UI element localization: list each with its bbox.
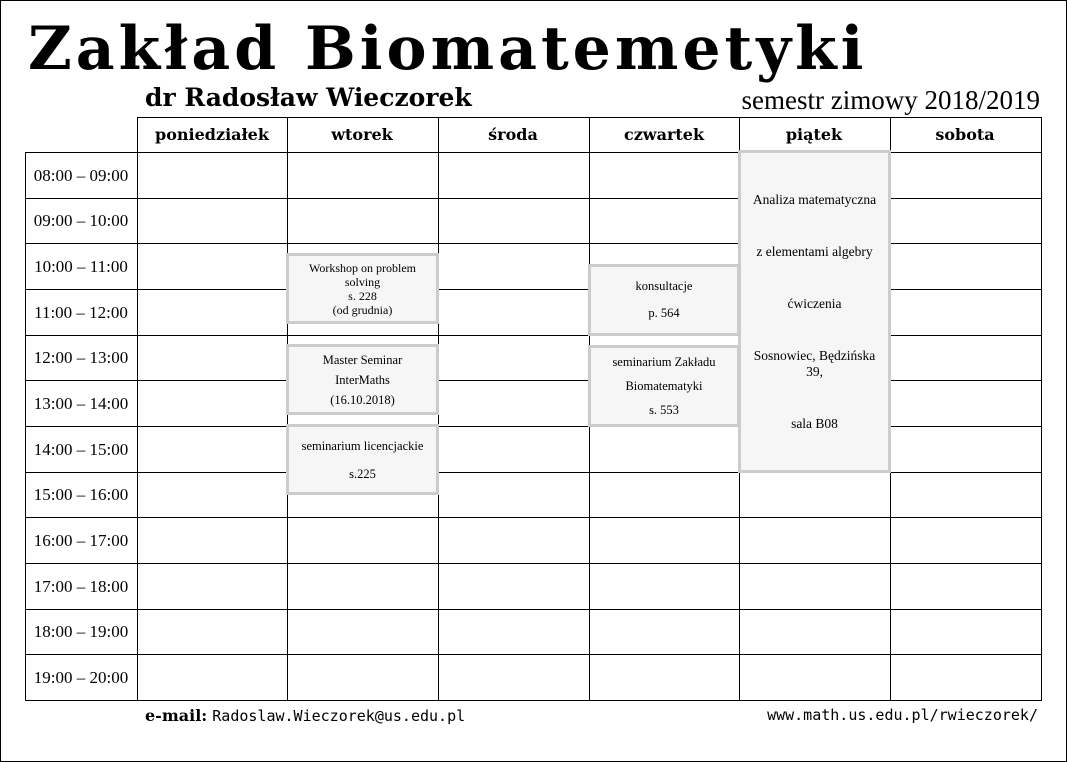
event-konsultacje[interactable] bbox=[588, 264, 740, 336]
event-line: Sosnowiec, Będzińska bbox=[753, 347, 876, 363]
page-title: Zakład Biomatemetyki bbox=[28, 14, 868, 84]
time-slot-label: 11:00 – 12:00 bbox=[34, 302, 128, 322]
event-line: z elementami algebry bbox=[756, 243, 873, 259]
time-slot-label: 12:00 – 13:00 bbox=[33, 347, 129, 367]
semester-label: semestr zimowy 2018/2019 bbox=[741, 85, 1040, 115]
day-header-friday: piątek bbox=[785, 124, 843, 144]
time-slot-label: 10:00 – 11:00 bbox=[34, 256, 128, 276]
event-line: ćwiczenia bbox=[787, 295, 842, 311]
event-line: sala B08 bbox=[791, 415, 838, 431]
event-line: Analiza matematyczna bbox=[752, 191, 877, 207]
event-seminarium-licencjackie[interactable] bbox=[286, 424, 439, 495]
event-line: konsultacje bbox=[635, 279, 693, 293]
website-link[interactable]: www.math.us.edu.pl/rwieczorek/ bbox=[767, 706, 1038, 724]
email-label: e-mail: bbox=[145, 706, 208, 725]
event-line: seminarium licencjackie bbox=[301, 438, 424, 453]
day-header-tuesday: wtorek bbox=[331, 124, 393, 144]
email-contact bbox=[145, 706, 465, 725]
event-line: s. 553 bbox=[649, 403, 679, 417]
time-slot-label: 08:00 – 09:00 bbox=[33, 165, 129, 185]
time-slot-label: 19:00 – 20:00 bbox=[33, 667, 129, 687]
grid-line bbox=[137, 117, 138, 701]
event-line: solving bbox=[344, 274, 381, 289]
event-analiza-matematyczna[interactable] bbox=[738, 150, 891, 473]
event-seminarium-zakladu[interactable] bbox=[588, 345, 740, 427]
event-line: Biomatematyki bbox=[625, 379, 703, 393]
event-line: 39, bbox=[806, 363, 823, 379]
time-slot-label: 13:00 – 14:00 bbox=[33, 393, 129, 413]
event-master-seminar[interactable] bbox=[286, 344, 439, 415]
day-header-wednesday: środa bbox=[488, 124, 538, 144]
teacher-name: dr Radosław Wieczorek bbox=[145, 83, 472, 112]
time-slot-label: 17:00 – 18:00 bbox=[33, 576, 129, 596]
event-line: Master Seminar bbox=[322, 352, 403, 367]
grid-line bbox=[1041, 117, 1042, 701]
time-slot-label: 09:00 – 10:00 bbox=[33, 210, 129, 230]
event-line: InterMaths bbox=[335, 372, 390, 387]
event-workshop[interactable] bbox=[286, 253, 439, 324]
time-slot-label: 16:00 – 17:00 bbox=[33, 530, 129, 550]
event-line: seminarium Zakładu bbox=[612, 355, 716, 369]
event-line: (od grudnia) bbox=[332, 302, 393, 317]
day-header-saturday: sobota bbox=[935, 124, 995, 144]
event-line: s.225 bbox=[349, 466, 376, 481]
event-line: Workshop on problem bbox=[308, 260, 417, 275]
event-line: s. 228 bbox=[348, 288, 377, 303]
time-slot-label: 14:00 – 15:00 bbox=[33, 439, 129, 459]
time-slot-label: 15:00 – 16:00 bbox=[33, 484, 129, 504]
day-header-thursday: czwartek bbox=[623, 124, 705, 144]
event-line: (16.10.2018) bbox=[330, 392, 395, 407]
event-line: p. 564 bbox=[648, 306, 680, 320]
email-address[interactable]: Radoslaw.Wieczorek@us.edu.pl bbox=[212, 707, 466, 725]
day-header-monday: poniedziałek bbox=[155, 124, 269, 144]
time-slot-label: 18:00 – 19:00 bbox=[33, 621, 129, 641]
